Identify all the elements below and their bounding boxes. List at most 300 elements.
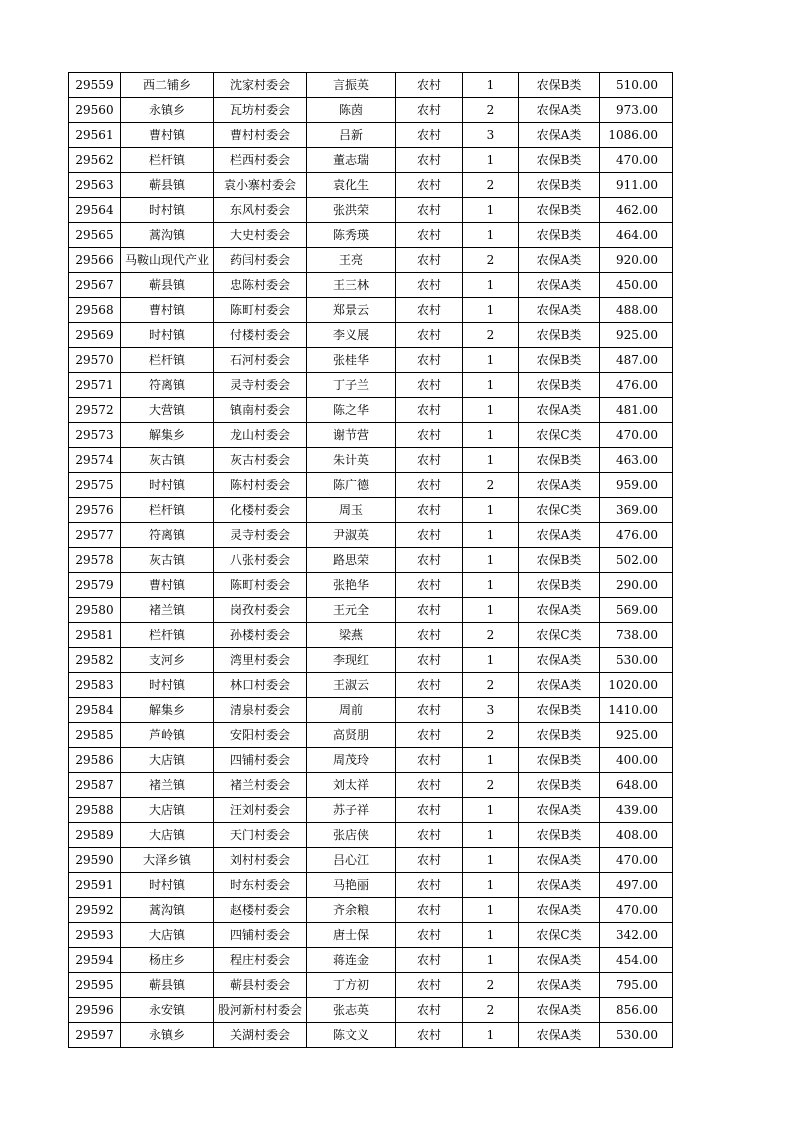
id-cell: 29565 [69, 223, 121, 248]
amount-cell: 454.00 [600, 948, 673, 973]
table-row [69, 398, 673, 423]
amount-cell: 911.00 [600, 173, 673, 198]
area-type-cell: 农村 [396, 223, 463, 248]
id-cell: 29561 [69, 123, 121, 148]
id-cell: 29563 [69, 173, 121, 198]
village-committee-cell: 大史村委会 [214, 223, 307, 248]
amount-cell: 648.00 [600, 773, 673, 798]
table-row [69, 748, 673, 773]
village-committee-cell: 赵楼村委会 [214, 898, 307, 923]
name-cell: 陈之华 [307, 398, 396, 423]
table-row [69, 898, 673, 923]
name-cell: 陈秀瑛 [307, 223, 396, 248]
category-cell: 农保A类 [519, 1023, 600, 1048]
amount-cell: 369.00 [600, 498, 673, 523]
amount-cell: 476.00 [600, 373, 673, 398]
name-cell: 郑景云 [307, 298, 396, 323]
category-cell: 农保A类 [519, 123, 600, 148]
table-row [69, 973, 673, 998]
township-cell: 灰古镇 [121, 548, 214, 573]
township-cell: 褚兰镇 [121, 598, 214, 623]
amount-cell: 290.00 [600, 573, 673, 598]
table-row [69, 498, 673, 523]
name-cell: 王淑云 [307, 673, 396, 698]
name-cell: 李现红 [307, 648, 396, 673]
village-committee-cell: 沈家村委会 [214, 73, 307, 98]
township-cell: 蒿沟镇 [121, 223, 214, 248]
name-cell: 朱计英 [307, 448, 396, 473]
village-committee-cell: 灰古村委会 [214, 448, 307, 473]
area-type-cell: 农村 [396, 873, 463, 898]
table-row [69, 523, 673, 548]
village-committee-cell: 安阳村委会 [214, 723, 307, 748]
amount-cell: 959.00 [600, 473, 673, 498]
amount-cell: 462.00 [600, 198, 673, 223]
category-cell: 农保A类 [519, 673, 600, 698]
id-cell: 29591 [69, 873, 121, 898]
name-cell: 董志瑞 [307, 148, 396, 173]
name-cell: 李义展 [307, 323, 396, 348]
township-cell: 栏杆镇 [121, 498, 214, 523]
area-type-cell: 农村 [396, 198, 463, 223]
category-cell: 农保A类 [519, 648, 600, 673]
name-cell: 尹淑英 [307, 523, 396, 548]
roster-body [69, 73, 673, 1048]
household-size-cell: 1 [463, 573, 519, 598]
village-committee-cell: 石河村委会 [214, 348, 307, 373]
table-row [69, 198, 673, 223]
category-cell: 农保A类 [519, 523, 600, 548]
id-cell: 29571 [69, 373, 121, 398]
area-type-cell: 农村 [396, 423, 463, 448]
household-size-cell: 1 [463, 498, 519, 523]
amount-cell: 502.00 [600, 548, 673, 573]
township-cell: 解集乡 [121, 698, 214, 723]
village-committee-cell: 汪刘村委会 [214, 798, 307, 823]
township-cell: 大泽乡镇 [121, 848, 214, 873]
table-row [69, 1023, 673, 1048]
amount-cell: 530.00 [600, 648, 673, 673]
id-cell: 29579 [69, 573, 121, 598]
township-cell: 灰古镇 [121, 448, 214, 473]
household-size-cell: 1 [463, 148, 519, 173]
id-cell: 29574 [69, 448, 121, 473]
amount-cell: 439.00 [600, 798, 673, 823]
name-cell: 齐余粮 [307, 898, 396, 923]
village-committee-cell: 股河新村村委会 [214, 998, 307, 1023]
amount-cell: 470.00 [600, 148, 673, 173]
name-cell: 吕新 [307, 123, 396, 148]
category-cell: 农保A类 [519, 998, 600, 1023]
village-committee-cell: 陈町村委会 [214, 573, 307, 598]
name-cell: 王三林 [307, 273, 396, 298]
household-size-cell: 1 [463, 1023, 519, 1048]
table-row [69, 323, 673, 348]
household-size-cell: 1 [463, 898, 519, 923]
id-cell: 29584 [69, 698, 121, 723]
township-cell: 大店镇 [121, 923, 214, 948]
id-cell: 29572 [69, 398, 121, 423]
id-cell: 29597 [69, 1023, 121, 1048]
id-cell: 29578 [69, 548, 121, 573]
table-row [69, 548, 673, 573]
category-cell: 农保A类 [519, 473, 600, 498]
category-cell: 农保A类 [519, 598, 600, 623]
household-size-cell: 1 [463, 798, 519, 823]
household-size-cell: 1 [463, 398, 519, 423]
table-row [69, 623, 673, 648]
township-cell: 曹村镇 [121, 573, 214, 598]
category-cell: 农保B类 [519, 573, 600, 598]
table-row [69, 723, 673, 748]
household-size-cell: 1 [463, 523, 519, 548]
id-cell: 29570 [69, 348, 121, 373]
township-cell: 曹村镇 [121, 123, 214, 148]
table-row [69, 173, 673, 198]
household-size-cell: 2 [463, 473, 519, 498]
area-type-cell: 农村 [396, 448, 463, 473]
township-cell: 大店镇 [121, 798, 214, 823]
id-cell: 29587 [69, 773, 121, 798]
township-cell: 时村镇 [121, 473, 214, 498]
township-cell: 褚兰镇 [121, 773, 214, 798]
township-cell: 符离镇 [121, 373, 214, 398]
id-cell: 29592 [69, 898, 121, 923]
village-committee-cell: 陈村村委会 [214, 473, 307, 498]
amount-cell: 569.00 [600, 598, 673, 623]
area-type-cell: 农村 [396, 523, 463, 548]
village-committee-cell: 忠陈村委会 [214, 273, 307, 298]
household-size-cell: 1 [463, 823, 519, 848]
id-cell: 29582 [69, 648, 121, 673]
township-cell: 芦岭镇 [121, 723, 214, 748]
id-cell: 29566 [69, 248, 121, 273]
township-cell: 栏杆镇 [121, 148, 214, 173]
table-row [69, 573, 673, 598]
household-size-cell: 1 [463, 948, 519, 973]
table-row [69, 823, 673, 848]
village-committee-cell: 孙楼村委会 [214, 623, 307, 648]
id-cell: 29590 [69, 848, 121, 873]
id-cell: 29596 [69, 998, 121, 1023]
township-cell: 时村镇 [121, 198, 214, 223]
amount-cell: 408.00 [600, 823, 673, 848]
township-cell: 曹村镇 [121, 298, 214, 323]
area-type-cell: 农村 [396, 273, 463, 298]
village-committee-cell: 岗孜村委会 [214, 598, 307, 623]
table-row [69, 73, 673, 98]
household-size-cell: 1 [463, 373, 519, 398]
category-cell: 农保A类 [519, 398, 600, 423]
id-cell: 29580 [69, 598, 121, 623]
id-cell: 29576 [69, 498, 121, 523]
id-cell: 29577 [69, 523, 121, 548]
area-type-cell: 农村 [396, 998, 463, 1023]
category-cell: 农保B类 [519, 223, 600, 248]
township-cell: 大营镇 [121, 398, 214, 423]
household-size-cell: 1 [463, 923, 519, 948]
table-row [69, 348, 673, 373]
category-cell: 农保A类 [519, 98, 600, 123]
table-row [69, 473, 673, 498]
name-cell: 梁燕 [307, 623, 396, 648]
household-size-cell: 2 [463, 623, 519, 648]
village-committee-cell: 时东村委会 [214, 873, 307, 898]
village-committee-cell: 关湖村委会 [214, 1023, 307, 1048]
amount-cell: 463.00 [600, 448, 673, 473]
amount-cell: 925.00 [600, 723, 673, 748]
household-size-cell: 2 [463, 723, 519, 748]
area-type-cell: 农村 [396, 98, 463, 123]
township-cell: 永安镇 [121, 998, 214, 1023]
amount-cell: 856.00 [600, 998, 673, 1023]
table-row [69, 848, 673, 873]
village-committee-cell: 刘村村委会 [214, 848, 307, 873]
village-committee-cell: 程庄村委会 [214, 948, 307, 973]
name-cell: 周玉 [307, 498, 396, 523]
township-cell: 马鞍山现代产业 [121, 248, 214, 273]
table-row [69, 298, 673, 323]
area-type-cell: 农村 [396, 1023, 463, 1048]
amount-cell: 1410.00 [600, 698, 673, 723]
amount-cell: 481.00 [600, 398, 673, 423]
area-type-cell: 农村 [396, 123, 463, 148]
village-committee-cell: 清泉村委会 [214, 698, 307, 723]
id-cell: 29585 [69, 723, 121, 748]
table-row [69, 598, 673, 623]
amount-cell: 342.00 [600, 923, 673, 948]
name-cell: 吕心江 [307, 848, 396, 873]
name-cell: 高贤朋 [307, 723, 396, 748]
area-type-cell: 农村 [396, 373, 463, 398]
township-cell: 蕲县镇 [121, 973, 214, 998]
area-type-cell: 农村 [396, 598, 463, 623]
category-cell: 农保B类 [519, 698, 600, 723]
area-type-cell: 农村 [396, 173, 463, 198]
category-cell: 农保B类 [519, 198, 600, 223]
id-cell: 29593 [69, 923, 121, 948]
table-row [69, 998, 673, 1023]
township-cell: 永镇乡 [121, 1023, 214, 1048]
area-type-cell: 农村 [396, 823, 463, 848]
township-cell: 栏杆镇 [121, 348, 214, 373]
table-row [69, 648, 673, 673]
category-cell: 农保B类 [519, 823, 600, 848]
name-cell: 张艳华 [307, 573, 396, 598]
township-cell: 蕲县镇 [121, 273, 214, 298]
name-cell: 刘太祥 [307, 773, 396, 798]
township-cell: 栏杆镇 [121, 623, 214, 648]
household-size-cell: 2 [463, 98, 519, 123]
household-size-cell: 1 [463, 298, 519, 323]
id-cell: 29575 [69, 473, 121, 498]
id-cell: 29588 [69, 798, 121, 823]
category-cell: 农保A类 [519, 973, 600, 998]
category-cell: 农保B类 [519, 723, 600, 748]
township-cell: 解集乡 [121, 423, 214, 448]
amount-cell: 470.00 [600, 898, 673, 923]
amount-cell: 510.00 [600, 73, 673, 98]
name-cell: 袁化生 [307, 173, 396, 198]
household-size-cell: 1 [463, 648, 519, 673]
name-cell: 蒋连金 [307, 948, 396, 973]
name-cell: 苏子祥 [307, 798, 396, 823]
name-cell: 周前 [307, 698, 396, 723]
name-cell: 张店侠 [307, 823, 396, 848]
category-cell: 农保A类 [519, 273, 600, 298]
village-committee-cell: 镇南村委会 [214, 398, 307, 423]
household-size-cell: 1 [463, 198, 519, 223]
category-cell: 农保A类 [519, 948, 600, 973]
table-row [69, 373, 673, 398]
amount-cell: 450.00 [600, 273, 673, 298]
township-cell: 永镇乡 [121, 98, 214, 123]
id-cell: 29586 [69, 748, 121, 773]
category-cell: 农保B类 [519, 748, 600, 773]
township-cell: 蕲县镇 [121, 173, 214, 198]
village-committee-cell: 灵寺村委会 [214, 523, 307, 548]
township-cell: 时村镇 [121, 673, 214, 698]
amount-cell: 470.00 [600, 423, 673, 448]
household-size-cell: 1 [463, 223, 519, 248]
name-cell: 张志英 [307, 998, 396, 1023]
village-committee-cell: 化楼村委会 [214, 498, 307, 523]
village-committee-cell: 栏西村委会 [214, 148, 307, 173]
household-size-cell: 1 [463, 423, 519, 448]
township-cell: 支河乡 [121, 648, 214, 673]
area-type-cell: 农村 [396, 573, 463, 598]
household-size-cell: 1 [463, 598, 519, 623]
table-row [69, 273, 673, 298]
township-cell: 时村镇 [121, 323, 214, 348]
area-type-cell: 农村 [396, 248, 463, 273]
household-size-cell: 3 [463, 123, 519, 148]
township-cell: 西二铺乡 [121, 73, 214, 98]
table-row [69, 98, 673, 123]
household-size-cell: 1 [463, 848, 519, 873]
amount-cell: 400.00 [600, 748, 673, 773]
category-cell: 农保B类 [519, 448, 600, 473]
amount-cell: 476.00 [600, 523, 673, 548]
id-cell: 29573 [69, 423, 121, 448]
category-cell: 农保A类 [519, 898, 600, 923]
township-cell: 时村镇 [121, 873, 214, 898]
amount-cell: 530.00 [600, 1023, 673, 1048]
table-row [69, 948, 673, 973]
table-row [69, 873, 673, 898]
id-cell: 29589 [69, 823, 121, 848]
category-cell: 农保B类 [519, 348, 600, 373]
household-size-cell: 1 [463, 73, 519, 98]
area-type-cell: 农村 [396, 548, 463, 573]
name-cell: 唐士保 [307, 923, 396, 948]
area-type-cell: 农村 [396, 498, 463, 523]
name-cell: 张洪荣 [307, 198, 396, 223]
table-row [69, 248, 673, 273]
name-cell: 路思荣 [307, 548, 396, 573]
amount-cell: 973.00 [600, 98, 673, 123]
household-size-cell: 2 [463, 998, 519, 1023]
amount-cell: 795.00 [600, 973, 673, 998]
roster-table [68, 72, 673, 1048]
name-cell: 陈广德 [307, 473, 396, 498]
village-committee-cell: 袁小寨村委会 [214, 173, 307, 198]
area-type-cell: 农村 [396, 898, 463, 923]
category-cell: 农保C类 [519, 623, 600, 648]
household-size-cell: 1 [463, 748, 519, 773]
table-row [69, 798, 673, 823]
area-type-cell: 农村 [396, 623, 463, 648]
village-committee-cell: 蕲县村委会 [214, 973, 307, 998]
category-cell: 农保C类 [519, 498, 600, 523]
name-cell: 丁方初 [307, 973, 396, 998]
name-cell: 谢节营 [307, 423, 396, 448]
household-size-cell: 2 [463, 673, 519, 698]
village-committee-cell: 曹村村委会 [214, 123, 307, 148]
id-cell: 29564 [69, 198, 121, 223]
area-type-cell: 农村 [396, 848, 463, 873]
area-type-cell: 农村 [396, 948, 463, 973]
area-type-cell: 农村 [396, 648, 463, 673]
village-committee-cell: 付楼村委会 [214, 323, 307, 348]
table-row [69, 223, 673, 248]
village-committee-cell: 东风村委会 [214, 198, 307, 223]
amount-cell: 920.00 [600, 248, 673, 273]
category-cell: 农保C类 [519, 423, 600, 448]
name-cell: 王元全 [307, 598, 396, 623]
household-size-cell: 2 [463, 773, 519, 798]
area-type-cell: 农村 [396, 673, 463, 698]
category-cell: 农保A类 [519, 873, 600, 898]
village-committee-cell: 灵寺村委会 [214, 373, 307, 398]
id-cell: 29594 [69, 948, 121, 973]
amount-cell: 488.00 [600, 298, 673, 323]
village-committee-cell: 褚兰村委会 [214, 773, 307, 798]
category-cell: 农保B类 [519, 773, 600, 798]
township-cell: 蒿沟镇 [121, 898, 214, 923]
village-committee-cell: 八张村委会 [214, 548, 307, 573]
name-cell: 陈文义 [307, 1023, 396, 1048]
household-size-cell: 1 [463, 348, 519, 373]
area-type-cell: 农村 [396, 923, 463, 948]
township-cell: 大店镇 [121, 748, 214, 773]
amount-cell: 738.00 [600, 623, 673, 648]
village-committee-cell: 天门村委会 [214, 823, 307, 848]
amount-cell: 925.00 [600, 323, 673, 348]
village-committee-cell: 四铺村委会 [214, 923, 307, 948]
household-size-cell: 2 [463, 323, 519, 348]
id-cell: 29581 [69, 623, 121, 648]
name-cell: 周茂玲 [307, 748, 396, 773]
household-size-cell: 1 [463, 548, 519, 573]
area-type-cell: 农村 [396, 323, 463, 348]
household-size-cell: 1 [463, 448, 519, 473]
area-type-cell: 农村 [396, 748, 463, 773]
id-cell: 29583 [69, 673, 121, 698]
table-row [69, 773, 673, 798]
area-type-cell: 农村 [396, 298, 463, 323]
village-committee-cell: 湾里村委会 [214, 648, 307, 673]
table-row [69, 448, 673, 473]
village-committee-cell: 四铺村委会 [214, 748, 307, 773]
area-type-cell: 农村 [396, 773, 463, 798]
table-row [69, 698, 673, 723]
amount-cell: 1086.00 [600, 123, 673, 148]
area-type-cell: 农村 [396, 398, 463, 423]
name-cell: 言振英 [307, 73, 396, 98]
id-cell: 29562 [69, 148, 121, 173]
id-cell: 29595 [69, 973, 121, 998]
